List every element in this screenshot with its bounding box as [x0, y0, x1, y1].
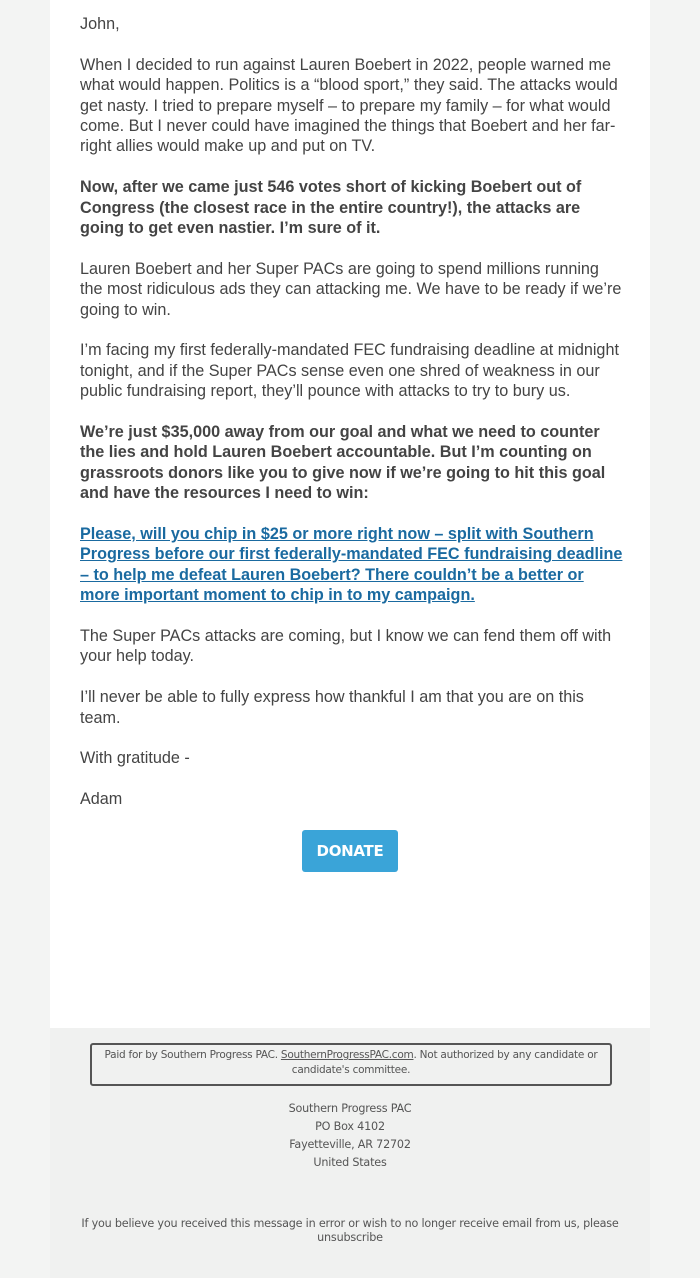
signoff: With gratitude -: [80, 749, 190, 768]
chip-in-link[interactable]: Please, will you chip in $25 or more right now – split with Southern Progress before our first federally-mandated FEC fundraising deadline – to help me defeat Lauren Boebert? There couldn’t be a better or more important moment to chip in to my campaign.: [80, 525, 623, 605]
donate-button[interactable]: DONATE: [302, 830, 398, 872]
paragraph-cta: [80, 524, 625, 606]
address-city: Fayetteville, AR 72702: [289, 1138, 411, 1151]
email-footer: [50, 1028, 650, 1278]
paragraph-thankful: I’ll never be able to fully express how thankful I am that you are on this team.: [80, 688, 584, 727]
email-card: [50, 0, 650, 1028]
paragraph-votes-short: Now, after we came just 546 votes short of kicking Boebert out of Congress (the closest race in the entire country!), the attacks are going to get even nastier. I’m sure of it.: [80, 178, 582, 238]
address-po-box: PO Box 4102: [315, 1120, 385, 1133]
paragraph-intro: When I decided to run against Lauren Boebert in 2022, people warned me what would happen. Politics is a “blood sport,” they said. The attacks would get nasty. I tried to prepare myself – to prepare my family – for what would come. But I never could have imagined the things that Boebert and her far-right allies would make up and put on TV.: [80, 55, 618, 156]
signature: Adam: [80, 790, 123, 809]
mailing-address: [50, 1100, 650, 1172]
paragraph-goal: We’re just $35,000 away from our goal and what we need to counter the lies and hold Lauren Boebert accountable. But I’m counting on grassroots donors like you to give now if we’re going to hit this goal and have the resources I need to win:: [80, 423, 606, 503]
website-link[interactable]: SouthernProgressPAC.com: [280, 1049, 414, 1061]
paragraph-super-pacs: Lauren Boebert and her Super PACs are going to spend millions running the most ridiculous ads they can attacking me. We have to be ready if we’re going to win.: [80, 259, 622, 319]
unsubscribe-notice[interactable]: If you believe you received this message in error or wish to no longer receive email from us, please unsubscribe: [81, 1217, 619, 1244]
paid-for-disclaimer: [90, 1043, 612, 1086]
address-org: Southern Progress PAC: [288, 1102, 412, 1115]
disclaimer-prefix: Paid for by Southern Progress PAC.: [104, 1049, 278, 1061]
address-country: United States: [313, 1156, 387, 1169]
greeting: John,: [80, 15, 120, 33]
donate-wrapper: [302, 830, 398, 872]
email-body: [80, 14, 625, 830]
disclaimer-suffix: . Not authorized by any candidate or candidate's committee.: [291, 1049, 598, 1076]
paragraph-fend-off: The Super PACs attacks are coming, but I know we can fend them off with your help today.: [80, 627, 612, 666]
paragraph-fec-deadline: I’m facing my first federally-mandated FEC fundraising deadline at midnight tonight, and if the Super PACs sense even one shred of weakness in our public fundraising report, they’ll pounce with attacks to try to bury us.: [80, 341, 619, 401]
